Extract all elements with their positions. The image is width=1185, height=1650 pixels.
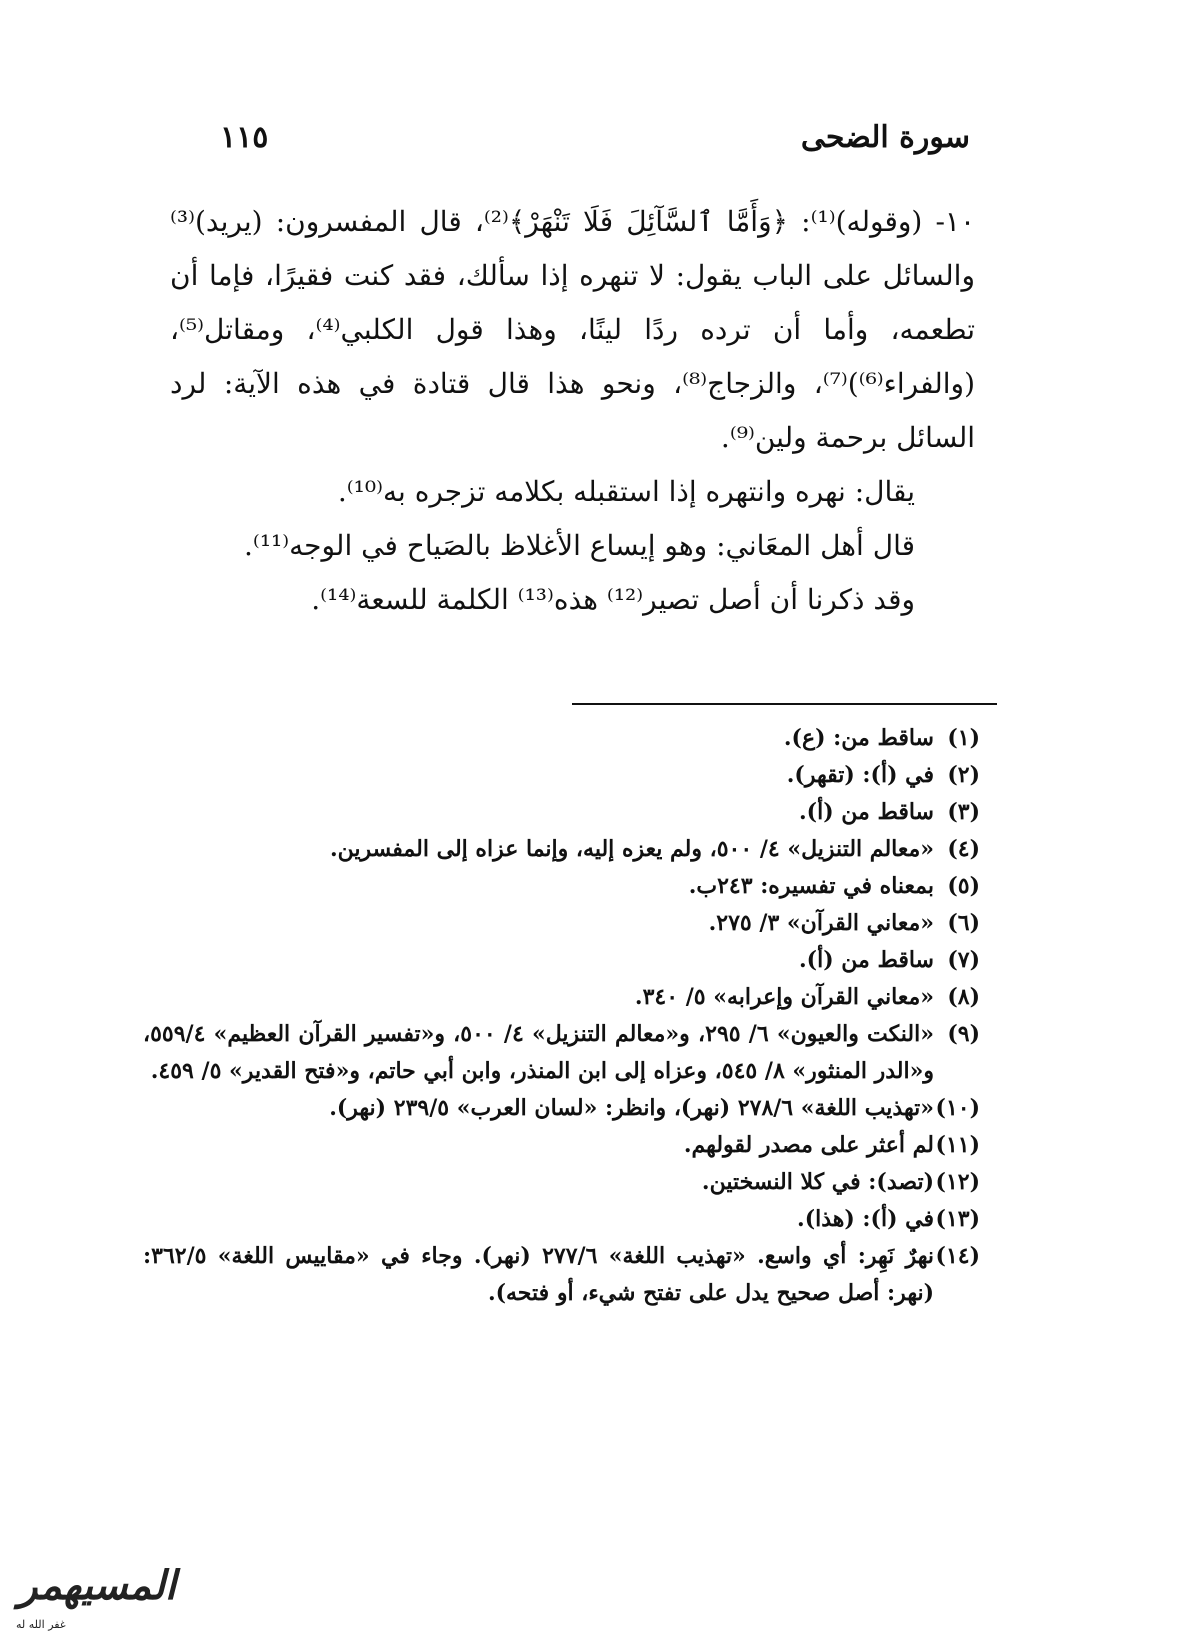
footnotes (143, 720, 980, 1312)
footnote (143, 942, 980, 979)
footnote (143, 1201, 980, 1238)
footnote-number: (٦) (947, 910, 980, 936)
footnote-text: (تصد): في كلا النسختين. (701, 1169, 934, 1195)
surah-title: سورة الضحى (800, 120, 970, 155)
footnote (143, 905, 980, 942)
footnote (143, 1127, 980, 1164)
page-number: ١١٥ (220, 120, 269, 155)
footnote (143, 757, 980, 794)
footnote (143, 1164, 980, 1201)
footnote-text: «تهذيب اللغة» ٢٧٨/٦ (نهر)، وانظر: «لسان العرب» ٢٣٩/٥ (نهر). (329, 1095, 934, 1121)
footnote-text: بمعناه في تفسيره: ٢٤٣ب. (688, 873, 934, 899)
footnote-number: (٨) (947, 984, 980, 1010)
footnote (143, 1016, 980, 1090)
footnote (143, 868, 980, 905)
footnote-number: (١١) (935, 1132, 980, 1158)
footnote (143, 720, 980, 757)
footnote-number: (١٠) (935, 1095, 980, 1121)
paragraph-4: وقد ذكرنا أن أصل تصير⁽¹²⁾ هذه⁽¹³⁾ الكلمة للسعة⁽¹⁴⁾. (311, 583, 915, 616)
footnote-number: (٩) (947, 1021, 980, 1047)
logo-calligraphy: المسيهمر (18, 1562, 176, 1609)
footnote-text: «معالم التنزيل» ٤/ ٥٠٠، ولم يعزه إليه، وإنما عزاه إلى المفسرين. (330, 836, 934, 862)
footnote-number: (١٣) (935, 1206, 980, 1232)
footnote (143, 831, 980, 868)
watermark-logo (6, 1562, 196, 1642)
footnote (143, 1090, 980, 1127)
footnote-text: «النكت والعيون» ٦/ ٢٩٥، و«معالم التنزيل» ٤/ ٥٠٠، و«تفسير القرآن العظيم» ٥٥٩/٤، و«الدر المنثور» ٨/ ٥٤٥، وعزاه إلى ابن المنذر، وابن أبي حاتم، و«فتح القدير» ٥/ ٤٥٩. (143, 1021, 934, 1084)
footnote-number: (٤) (947, 836, 980, 862)
footnote-number: (١) (947, 725, 980, 751)
main-text (170, 195, 975, 627)
footnote-text: في (أ): (هذا). (797, 1206, 934, 1232)
paragraph-1: ١٠- (وقوله)⁽¹⁾: ﴿وَأَمَّا ٱلسَّآئِلَ فَلَا تَنْهَرْ﴾⁽²⁾، قال المفسرون: (يريد)⁽³⁾ والسائل على الباب يقول: لا تنهره إذا سألك، فقد كنت فقيرًا، فإما أن تطعمه، وأما أن ترده ردًا لينًا، وهذا قول الكلبي⁽⁴⁾، ومقاتل⁽⁵⁾، (والفراء⁽⁶⁾)⁽⁷⁾، والزجاج⁽⁸⁾، ونحو هذا قال قتادة في هذه الآية: لرد السائل برحمة ولين⁽⁹⁾. (170, 205, 976, 454)
page-header (220, 120, 970, 164)
footnote-number: (٧) (947, 947, 980, 973)
footnote-number: (١٢) (935, 1169, 980, 1195)
footnote-number: (٢) (947, 762, 980, 788)
footnote-text: ساقط من: (ع). (783, 725, 934, 751)
paragraph-2: يقال: نهره وانتهره إذا استقبله بكلامه تزجره به⁽¹⁰⁾. (337, 475, 915, 508)
footnote (143, 1238, 980, 1312)
footnote-text: لم أعثر على مصدر لقولهم. (683, 1132, 934, 1158)
footnote-text: في (أ): (تقهر). (786, 762, 934, 788)
footnote-separator (572, 703, 997, 705)
footnote-text: نهرٌ نَهِر: أي واسع. «تهذيب اللغة» ٢٧٧/٦ (نهر). وجاء في «مقاييس اللغة» ٣٦٢/٥: (نهر: أصل صحيح يدل على تفتح شيء، أو فتحه). (143, 1243, 934, 1306)
footnote (143, 794, 980, 831)
footnote-number: (٥) (947, 873, 980, 899)
footnote-number: (١٤) (935, 1243, 980, 1269)
logo-caption: غفر الله له (16, 1618, 66, 1631)
paragraph-3: قال أهل المعَاني: وهو إيساع الأغلاظ بالصَياح في الوجه⁽¹¹⁾. (244, 529, 915, 562)
footnote (143, 979, 980, 1016)
footnote-number: (٣) (947, 799, 980, 825)
footnote-text: ساقط من (أ). (799, 799, 934, 825)
footnote-text: «معاني القرآن» ٣/ ٢٧٥. (708, 910, 934, 936)
footnote-text: ساقط من (أ). (799, 947, 934, 973)
footnote-text: «معاني القرآن وإعرابه» ٥/ ٣٤٠. (634, 984, 934, 1010)
